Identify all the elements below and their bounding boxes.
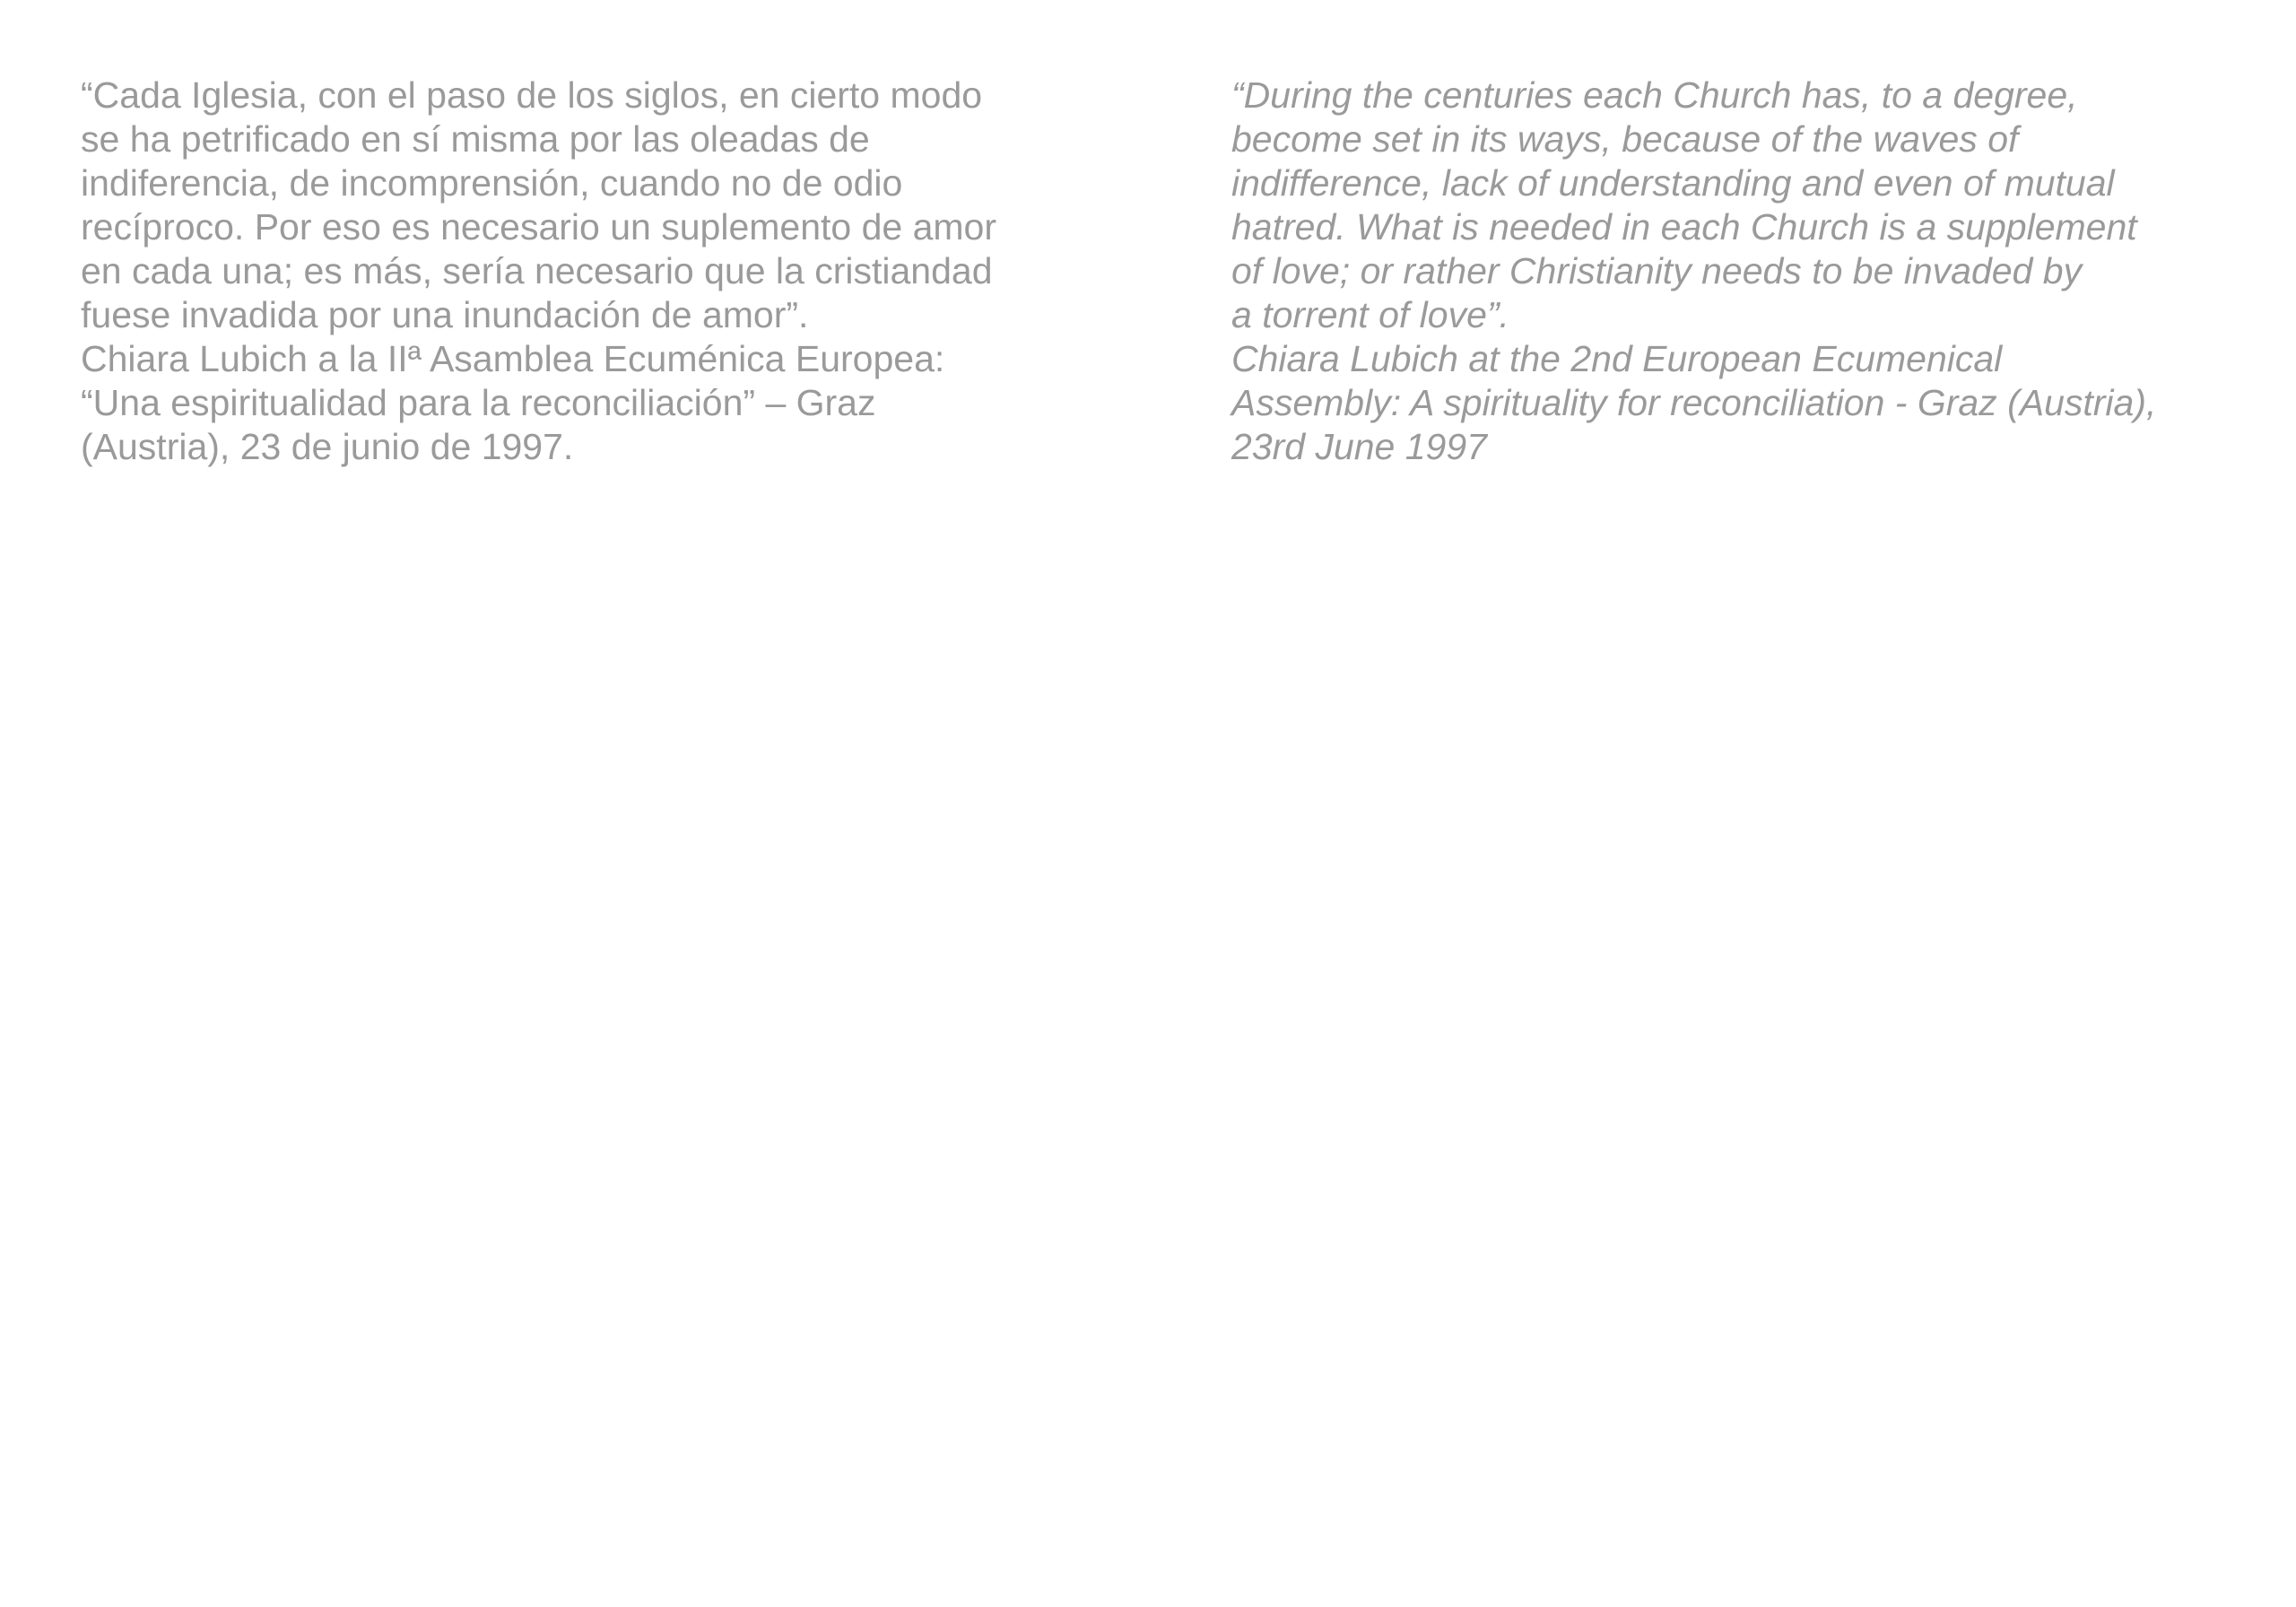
spanish-quote-line: recíproco. Por eso es necesario un suplemento de amor bbox=[81, 206, 996, 248]
english-quote-line: indifference, lack of understanding and even of mutual bbox=[1231, 162, 2115, 204]
spanish-quote-line: se ha petrificado en sí misma por las oleadas de bbox=[81, 118, 870, 160]
english-attribution-line: Assembly: A spirituality for reconciliation - Graz (Austria), bbox=[1231, 382, 2157, 423]
spanish-attribution-line: “Una espiritualidad para la reconciliación” – Graz bbox=[81, 382, 876, 423]
spanish-quote-line: fuese invadida por una inundación de amor”. bbox=[81, 294, 809, 335]
english-quote-line: hatred. What is needed in each Church is a supplement bbox=[1231, 206, 2137, 248]
english-quote-line: “During the centuries each Church has, to a degree, bbox=[1231, 74, 2078, 116]
spanish-quote-block bbox=[81, 74, 1139, 469]
spanish-attribution-line: Chiara Lubich a la IIª Asamblea Ecuménica Europea: bbox=[81, 338, 945, 379]
english-quote-line: of love; or rather Christianity needs to be invaded by bbox=[1231, 250, 2083, 291]
english-attribution-line: 23rd June 1997 bbox=[1231, 426, 1487, 467]
english-quote-line: a torrent of love”. bbox=[1231, 294, 1509, 335]
english-quote-block bbox=[1231, 74, 2236, 469]
spanish-quote-line: “Cada Iglesia, con el paso de los siglos, en cierto modo bbox=[81, 74, 983, 116]
english-quote-line: become set in its ways, because of the waves of bbox=[1231, 118, 2019, 160]
spanish-quote-line: indiferencia, de incomprensión, cuando no de odio bbox=[81, 162, 903, 204]
spanish-attribution-line: (Austria), 23 de junio de 1997. bbox=[81, 426, 574, 467]
english-attribution-line: Chiara Lubich at the 2nd European Ecumenical bbox=[1231, 338, 2003, 379]
spanish-quote-line: en cada una; es más, sería necesario que la cristiandad bbox=[81, 250, 993, 291]
